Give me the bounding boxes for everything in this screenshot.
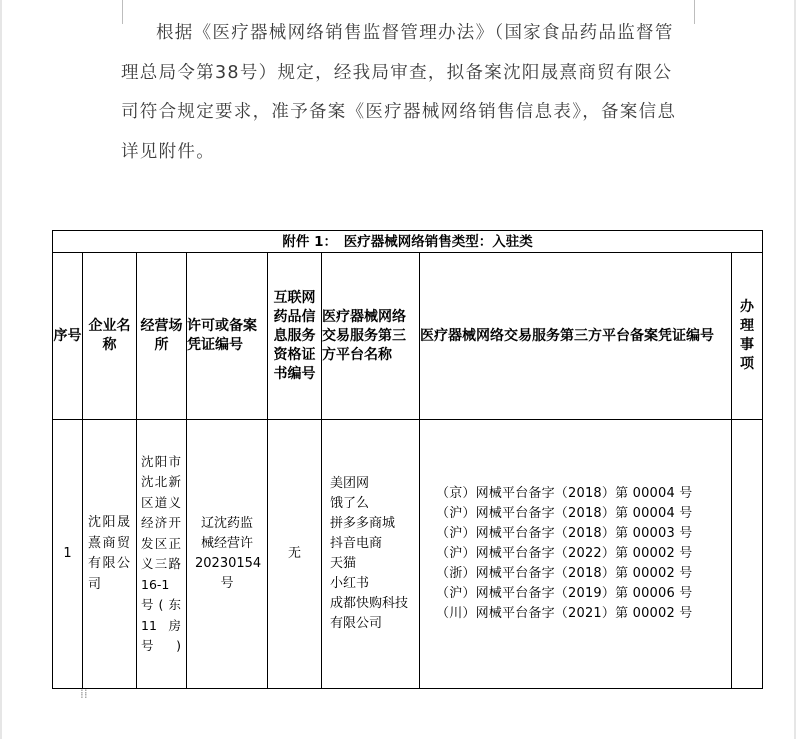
attachment-table (52, 230, 763, 689)
cell-company: 沈阳晟熹商贸有限公司 (83, 420, 137, 689)
platform-cert: （沪）网械平台备字（2018）第 00004 号 (436, 506, 693, 521)
cell-platform-names (322, 420, 420, 689)
table-row (53, 420, 763, 689)
header-license: 许可或备案凭证编号 (187, 253, 268, 420)
cell-seq: 1 (53, 420, 83, 689)
intro-paragraph: 根据《医疗器械网络销售监督管理办法》（国家食品药品监督管理总局令第38号）规定，经我局审查，拟备案沈阳晟熹商贸有限公司符合规定要求，准予备案《医疗器械网络销售信息表》，备案信息详见附件。 (121, 23, 677, 162)
header-platform-name: 医疗器械网络交易服务第三方平台名称 (322, 253, 420, 420)
platform-cert: （沪）网械平台备字（2018）第 00003 号 (436, 526, 693, 541)
platform-cert: （川）网械平台备字（2021）第 00002 号 (436, 606, 693, 621)
move-handle-icon[interactable]: ⁞⁞ (80, 687, 88, 701)
platform-name: 美团网 (330, 476, 370, 491)
header-address: 经营场所 (137, 253, 187, 420)
platform-cert: （浙）网械平台备字（2018）第 00002 号 (436, 566, 693, 581)
cell-internet-cert: 无 (268, 420, 322, 689)
table-header-row (53, 253, 763, 420)
platform-name: 小红书 (330, 576, 370, 591)
cell-address: 沈阳市沈北新区道义经济开发区正义三路16-1号(东11房号) (137, 420, 187, 689)
header-internet-cert: 互联网药品信息服务资格证书编号 (268, 253, 322, 420)
page-edge-left (0, 0, 2, 739)
header-platform-cert: 医疗器械网络交易服务第三方平台备案凭证编号 (420, 253, 732, 420)
platform-name: 天猫 (330, 556, 357, 571)
header-company: 企业名称 (83, 253, 137, 420)
crop-mark-top-left (98, 0, 123, 24)
platform-name: 饿了么 (330, 496, 370, 511)
header-seq: 序号 (53, 253, 83, 420)
cell-license: 辽沈药监械经营许20230154号 (187, 420, 268, 689)
cell-platform-certs (420, 420, 732, 689)
table-title: 附件 1： 医疗器械网络销售类型：入驻类 (53, 231, 763, 253)
platform-name: 抖音电商 (330, 536, 383, 551)
platform-cert: （沪）网械平台备字（2022）第 00002 号 (436, 546, 693, 561)
header-matter: 办理事项 (732, 253, 763, 420)
cell-matter (732, 420, 763, 689)
platform-cert: （京）网械平台备字（2018）第 00004 号 (436, 486, 693, 501)
platform-name: 拼多多商城 (330, 516, 396, 531)
platform-cert: （沪）网械平台备字（2019）第 00006 号 (436, 586, 693, 601)
crop-mark-top-right (694, 0, 719, 24)
platform-name: 成都快购科技有限公司 (330, 596, 409, 631)
